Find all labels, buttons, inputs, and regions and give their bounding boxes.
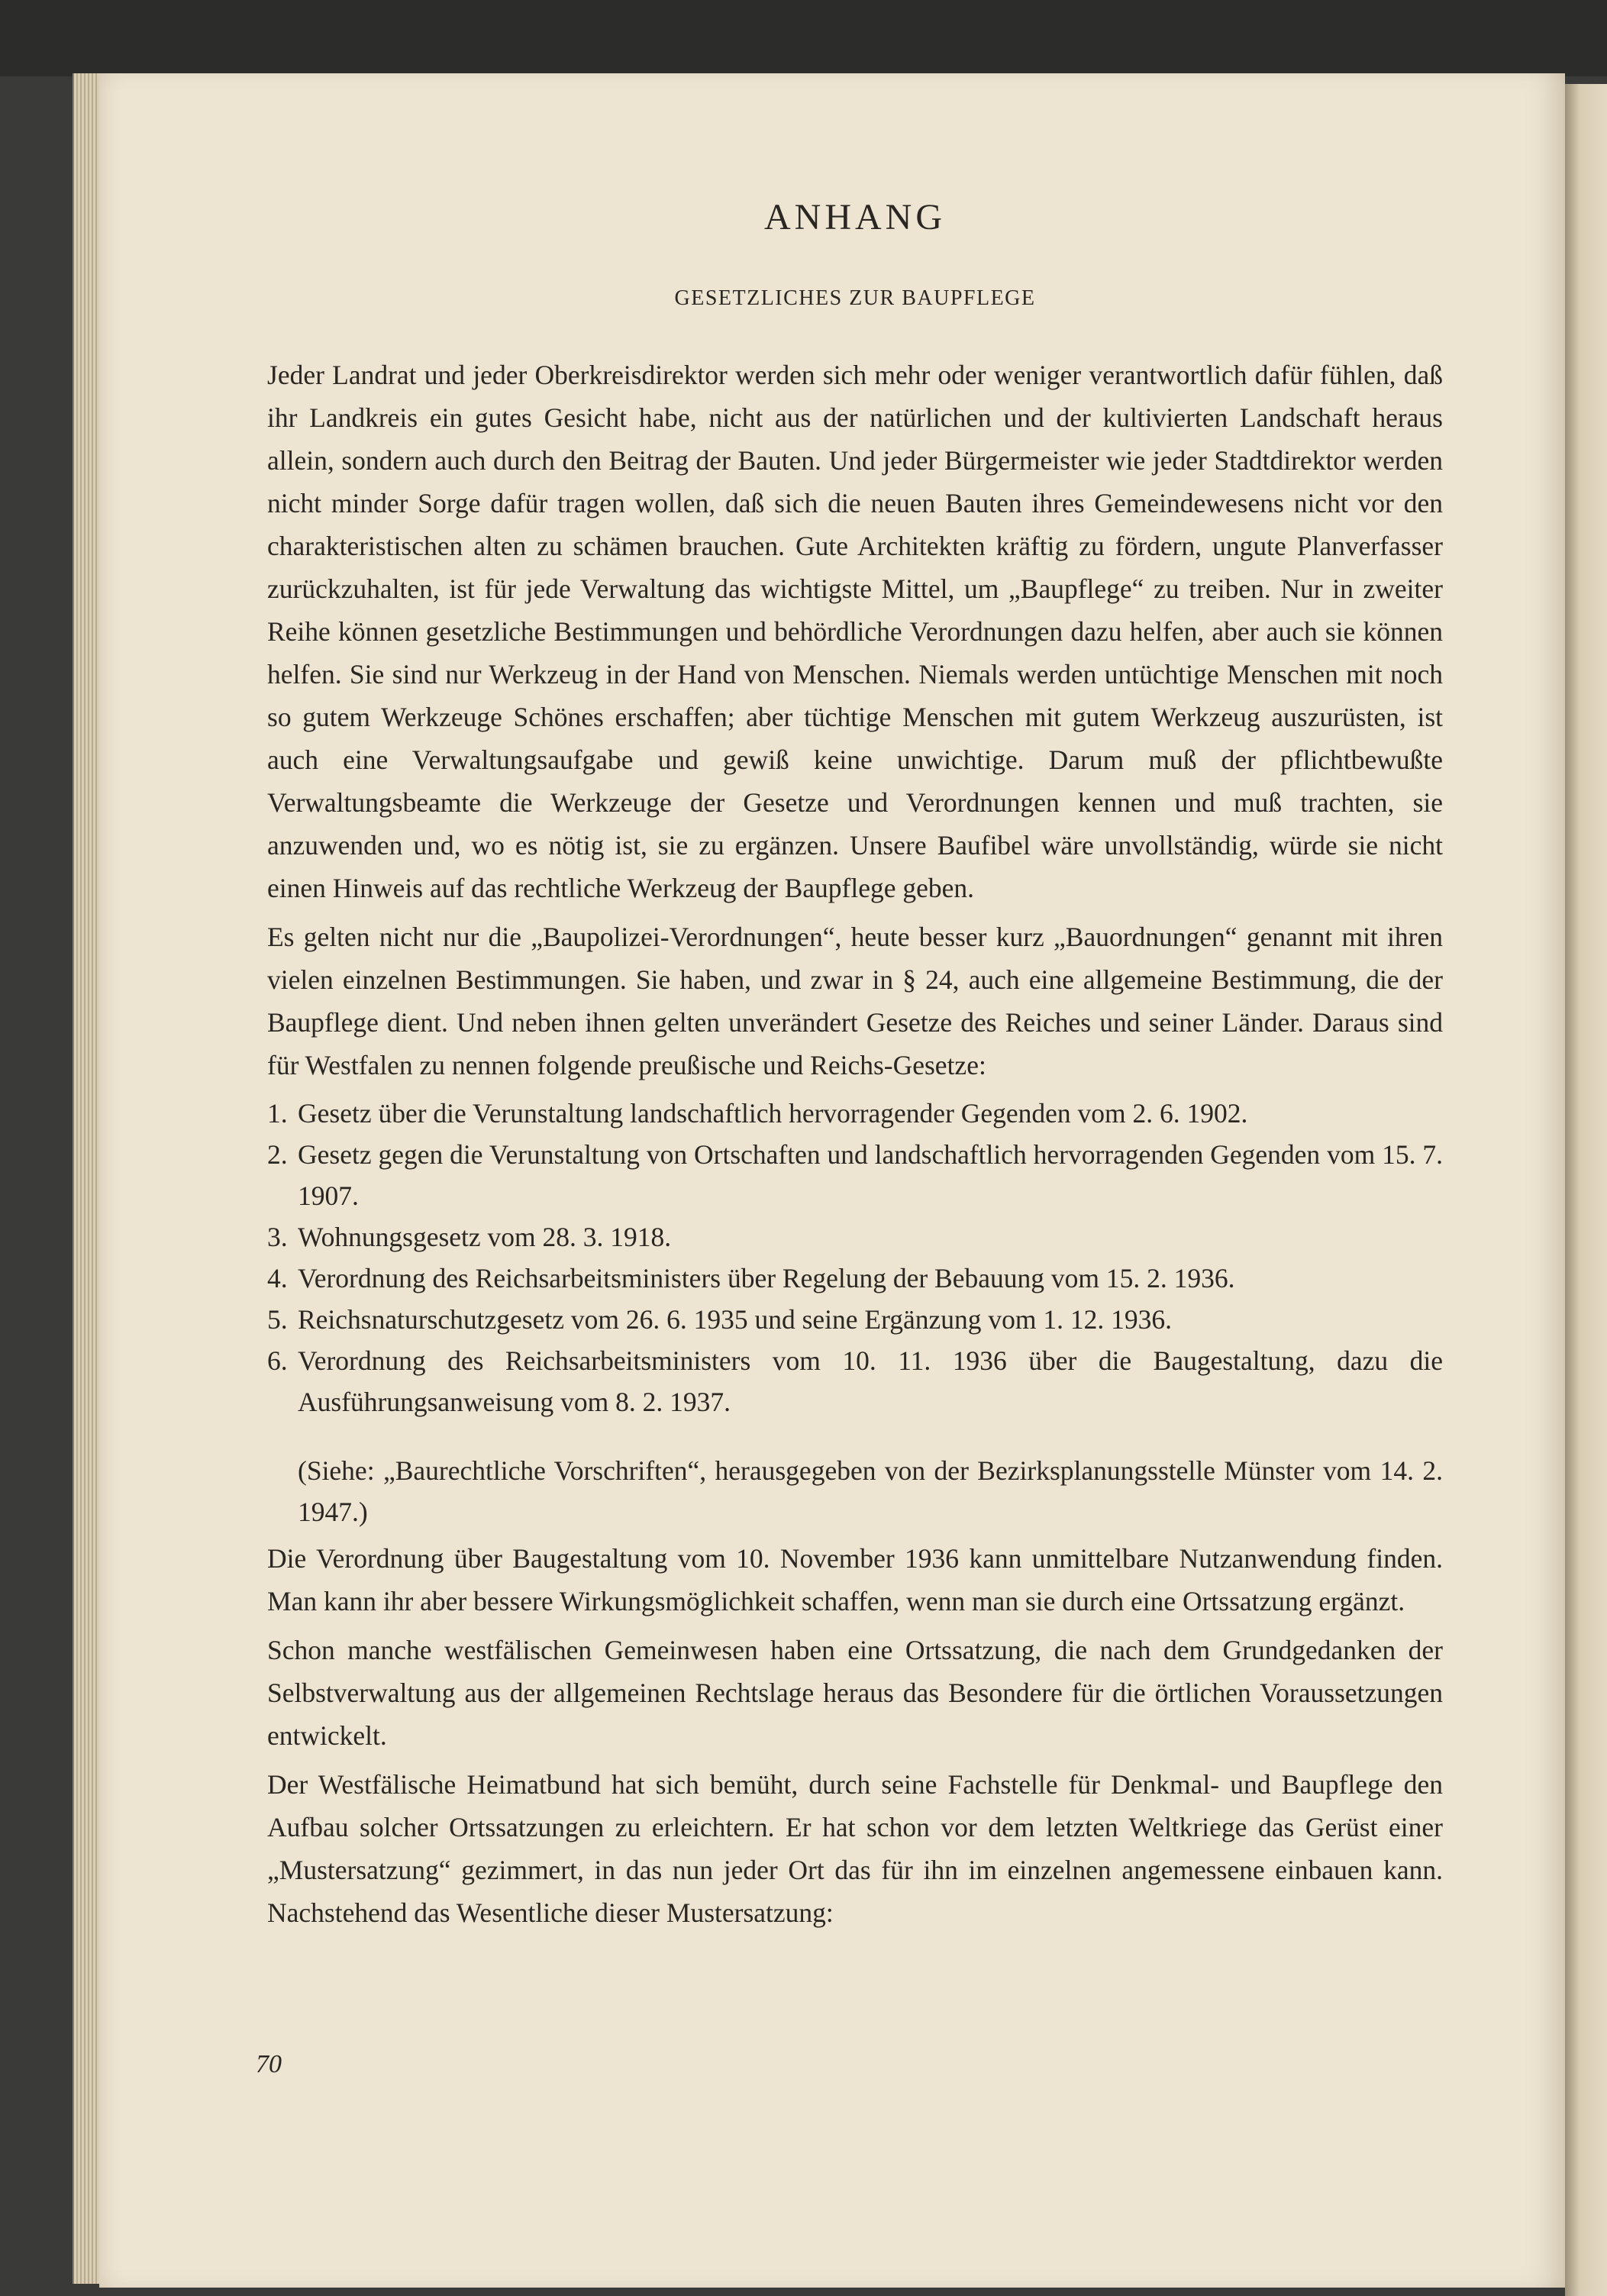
list-item-text: Gesetz gegen die Verunstaltung von Ortschaften und landschaftlich hervorragenden Gegenden vom 15. 7. 1907. bbox=[298, 1139, 1443, 1211]
page-content bbox=[267, 195, 1443, 1940]
list-item-text: Reichsnaturschutzgesetz vom 26. 6. 1935 und seine Ergänzung vom 1. 12. 1936. bbox=[298, 1304, 1172, 1335]
list-item-text: Verordnung des Reichsarbeitsministers über Regelung der Bebauung vom 15. 2. 1936. bbox=[298, 1263, 1235, 1293]
list-item bbox=[267, 1216, 1443, 1258]
list-item-text: Wohnungsgesetz vom 28. 3. 1918. bbox=[298, 1222, 672, 1252]
next-page-edge bbox=[1565, 84, 1607, 2296]
laws-list bbox=[267, 1093, 1443, 1422]
list-item bbox=[267, 1134, 1443, 1216]
list-item bbox=[267, 1093, 1443, 1134]
page-number: 70 bbox=[256, 2050, 282, 2078]
paragraph-outro-1: Die Verordnung über Baugestaltung vom 10. November 1936 kann unmittelbare Nutzanwendung finden. Man kann ihr aber bessere Wirkungsmöglichkeit schaffen, wenn man sie durch eine Ortssatzung ergänzt. bbox=[267, 1542, 1443, 1616]
list-item-number: 4. bbox=[267, 1263, 288, 1293]
list-item-number: 5. bbox=[267, 1304, 288, 1335]
list-item-number: 2. bbox=[267, 1139, 288, 1170]
paragraph-intro-2: Es gelten nicht nur die „Baupolizei-Verordnungen“, heute besser kurz „Bauordnungen“ genannt mit ihren vielen einzelnen Bestimmungen. Sie haben, und zwar in § 24, auch eine allgemeine Bestimmung, die der Baupflege dient. Und neben ihnen gelten unverändert Gesetze des Reiches und seiner Länder. Daraus sind für Westfalen zu nennen folgende preußische und Reichs-Gesetze: bbox=[267, 922, 1443, 1080]
list-item bbox=[267, 1258, 1443, 1299]
list-item-number: 6. bbox=[267, 1345, 288, 1376]
section-subtitle: GESETZLICHES ZUR BAUPFLEGE bbox=[674, 286, 1036, 310]
paragraph-intro-1: Jeder Landrat und jeder Oberkreisdirektor werden sich mehr oder weniger verantwortlich dafür fühlen, daß ihr Landkreis ein gutes Gesicht habe, nicht aus der natürlichen und der kultivierten Landschaft heraus allein, sondern auch durch den Beitrag der Bauten. Und jeder Bürgermeister wie jeder Stadtdirektor werden nicht minder Sorge dafür tragen wollen, daß sich die neuen Bauten ihres Gemeindewesens nicht vor den charakteristischen alten zu schämen brauchen. Gute Architekten kräftig zu fördern, ungute Planverfasser zurückzuhalten, ist für jede Verwaltung das wichtigste Mittel, um „Baupflege“ zu treiben. Nur in zweiter Reihe können gesetzliche Bestimmungen und behördliche Verordnungen dazu helfen, aber auch sie können helfen. Sie sind nur Werkzeug in der Hand von Menschen. Niemals werden untüchtige Menschen mit noch so gutem Werkzeuge Schönes erschaffen; aber tüchtige Menschen mit gutem Werkzeug auszurüsten, ist auch eine Verwaltungsaufgabe und gewiß keine unwichtige. Darum muß der pflichtbewußte Verwaltungsbeamte die Werkzeuge der Gesetze und Verordnungen kennen und muß trachten, sie anzuwenden und, wo es nötig ist, sie zu ergänzen. Unsere Baufibel wäre unvollständig, würde sie nicht einen Hinweis auf das rechtliche Werkzeug der Baupflege geben. bbox=[267, 360, 1443, 903]
scan-background bbox=[0, 0, 1607, 76]
list-item bbox=[267, 1299, 1443, 1340]
list-item-number: 3. bbox=[267, 1222, 288, 1252]
reference-note: (Siehe: „Baurechtliche Vorschriften“, herausgegeben von der Bezirksplanungsstelle Münster vom 14. 2. 1947.) bbox=[298, 1455, 1443, 1527]
list-item-text: Verordnung des Reichsarbeitsministers vom 10. 11. 1936 über die Baugestaltung, dazu die Ausführungsanweisung vom 8. 2. 1937. bbox=[298, 1345, 1443, 1417]
list-item-number: 1. bbox=[267, 1098, 288, 1129]
paragraph-outro-3: Der Westfälische Heimatbund hat sich bemüht, durch seine Fachstelle für Denkmal- und Baupflege den Aufbau solcher Ortssatzungen zu erleichtern. Er hat schon vor dem letzten Weltkriege das Gerüst einer „Mustersatzung“ gezimmert, in das nun jeder Ort das für ihn im einzelnen angemessene einbauen kann. Nachstehend das Wesentliche dieser Mustersatzung: bbox=[267, 1768, 1443, 1928]
page-title: ANHANG bbox=[764, 197, 946, 237]
list-item bbox=[267, 1340, 1443, 1422]
list-item-text: Gesetz über die Verunstaltung landschaftlich hervorragender Gegenden vom 2. 6. 1902. bbox=[298, 1098, 1248, 1129]
paragraph-outro-2: Schon manche westfälischen Gemeinwesen haben eine Ortssatzung, die nach dem Grundgedanken der Selbstverwaltung aus der allgemeinen Rechtslage heraus das Besondere für die örtlichen Voraussetzungen entwickelt. bbox=[267, 1634, 1443, 1751]
